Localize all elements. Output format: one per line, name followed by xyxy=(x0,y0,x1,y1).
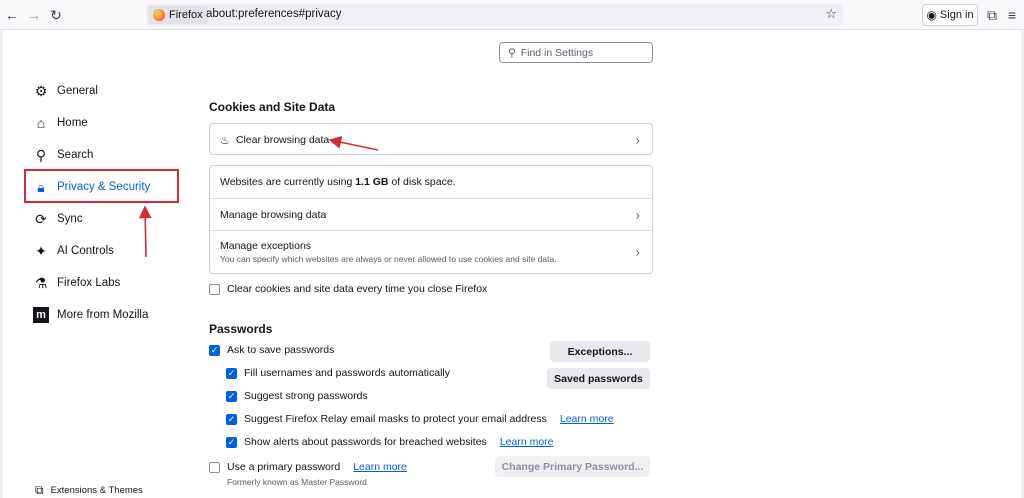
mozilla-icon: m xyxy=(33,307,49,323)
identity-label: Firefox xyxy=(169,9,203,21)
bookmark-star-icon[interactable]: ☆ xyxy=(825,6,837,21)
lock-icon: 🔒︎ xyxy=(37,178,45,195)
breach-learn-more-link[interactable]: Learn more xyxy=(499,436,554,448)
relay-checkbox[interactable]: ✓ xyxy=(227,413,236,424)
chevron-right-icon: › xyxy=(635,244,640,260)
primary-password-label: Use a primary password xyxy=(227,461,341,473)
puzzle-icon: ⧉ xyxy=(35,483,44,497)
flask-icon: ⚗ xyxy=(34,274,48,291)
autofill-label: Fill usernames and passwords automatically xyxy=(244,367,451,379)
ask-to-save-label: Ask to save passwords xyxy=(227,344,335,356)
identity-box[interactable] xyxy=(148,6,208,24)
find-in-settings-input[interactable] xyxy=(499,42,653,63)
sidebar-item-general[interactable] xyxy=(33,79,98,103)
clear-on-close-option[interactable] xyxy=(209,283,487,295)
extensions-themes-link[interactable] xyxy=(35,483,143,498)
sidebar-item-more-from-mozilla[interactable] xyxy=(33,303,148,327)
gear-icon: ⚙ xyxy=(34,82,48,99)
extensions-themes-label: Extensions & Themes xyxy=(50,485,143,496)
url-text[interactable]: about:preferences#privacy xyxy=(206,8,342,20)
forward-icon[interactable]: → xyxy=(27,7,41,23)
change-primary-password-button[interactable]: Change Primary Password... xyxy=(495,456,650,477)
preferences-page xyxy=(3,30,1021,498)
menu-icon[interactable]: ≡ xyxy=(1007,7,1017,23)
formerly-master-password-note: Formerly known as Master Password xyxy=(227,477,367,487)
autofill-checkbox[interactable]: ✓ xyxy=(227,367,236,378)
relay-learn-more-link[interactable]: Learn more xyxy=(559,413,614,425)
manage-exceptions-description: You can specify which websites are always or never allowed to use cookies and site data. xyxy=(220,254,557,264)
suggest-strong-label: Suggest strong passwords xyxy=(244,390,368,402)
manage-browsing-data-label: Manage browsing data xyxy=(220,208,327,221)
sidebar-item-firefox-labs[interactable] xyxy=(33,271,120,295)
sidebar-item-search[interactable] xyxy=(33,143,93,167)
suggest-strong-option[interactable] xyxy=(226,390,368,402)
primary-learn-more-link[interactable]: Learn more xyxy=(353,461,407,473)
sidebar-item-ai-controls[interactable] xyxy=(33,239,114,263)
sidebar-item-label: Firefox Labs xyxy=(57,277,121,289)
sign-in-label: Sign in xyxy=(939,9,974,21)
sidebar-item-label: Search xyxy=(57,149,94,161)
relay-label: Suggest Firefox Relay email masks to protect your email address xyxy=(244,413,547,425)
manage-browsing-data-row[interactable] xyxy=(210,198,652,230)
annotation-highlight-box xyxy=(24,169,179,203)
sidebar-item-label: AI Controls xyxy=(57,245,114,257)
sign-in-button[interactable] xyxy=(922,4,978,26)
primary-password-checkbox[interactable] xyxy=(209,462,220,473)
sidebar-item-label: Privacy & Security xyxy=(57,181,151,193)
suggest-strong-checkbox[interactable]: ✓ xyxy=(227,390,236,401)
breach-alerts-option[interactable] xyxy=(226,436,554,448)
primary-password-option[interactable] xyxy=(209,461,407,473)
usage-prefix: Websites are currently using xyxy=(220,176,356,188)
reload-icon[interactable]: ↻ xyxy=(50,6,62,23)
clear-on-close-label: Clear cookies and site data every time you close Firefox xyxy=(227,283,488,295)
url-bar[interactable] xyxy=(146,4,843,26)
sidebar-item-label: More from Mozilla xyxy=(57,309,149,321)
clear-on-close-checkbox[interactable] xyxy=(209,284,220,295)
search-icon: ⚲ xyxy=(508,46,516,59)
cookies-heading: Cookies and Site Data xyxy=(209,100,336,114)
extensions-icon[interactable]: ⧉ xyxy=(987,6,997,23)
sync-icon: ⟳ xyxy=(35,210,47,227)
home-icon: ⌂ xyxy=(36,115,46,131)
clear-browsing-data-label: Clear browsing data xyxy=(235,134,330,146)
sparkle-icon: ✦ xyxy=(35,242,47,259)
sidebar-item-sync[interactable] xyxy=(33,207,83,231)
autofill-option[interactable] xyxy=(226,367,450,379)
find-placeholder: Find in Settings xyxy=(520,46,594,59)
saved-passwords-button[interactable]: Saved passwords xyxy=(547,368,650,389)
browser-toolbar xyxy=(0,0,1024,30)
search-icon: ⚲ xyxy=(35,146,47,163)
usage-suffix: of disk space. xyxy=(388,176,456,188)
clear-browsing-data-card[interactable] xyxy=(209,123,653,155)
manage-exceptions-row[interactable] xyxy=(210,230,652,273)
breach-alerts-label: Show alerts about passwords for breached websites xyxy=(244,436,487,448)
relay-option[interactable] xyxy=(226,413,614,425)
password-exceptions-button[interactable]: Exceptions... xyxy=(550,341,650,362)
site-data-card xyxy=(209,165,653,274)
clear-browsing-data-row[interactable] xyxy=(210,124,652,156)
sidebar-item-label: Home xyxy=(57,117,88,129)
passwords-heading: Passwords xyxy=(209,322,273,336)
breach-alerts-checkbox[interactable]: ✓ xyxy=(227,436,236,447)
chevron-right-icon: › xyxy=(635,132,640,148)
usage-amount: 1.1 GB xyxy=(355,176,389,188)
ask-to-save-checkbox[interactable]: ✓ xyxy=(210,344,219,355)
flame-icon: ♨ xyxy=(220,134,230,147)
firefox-logo-icon xyxy=(153,9,165,21)
sidebar-item-label: General xyxy=(57,85,98,97)
chevron-right-icon: › xyxy=(635,207,640,222)
account-icon: ◉ xyxy=(926,8,937,22)
sidebar-item-label: Sync xyxy=(57,213,83,225)
disk-usage-row xyxy=(210,166,652,198)
sidebar-item-home[interactable] xyxy=(33,111,88,135)
manage-exceptions-label: Manage exceptions xyxy=(220,240,312,252)
back-icon[interactable]: ← xyxy=(5,7,19,23)
ask-to-save-option[interactable] xyxy=(209,344,334,356)
